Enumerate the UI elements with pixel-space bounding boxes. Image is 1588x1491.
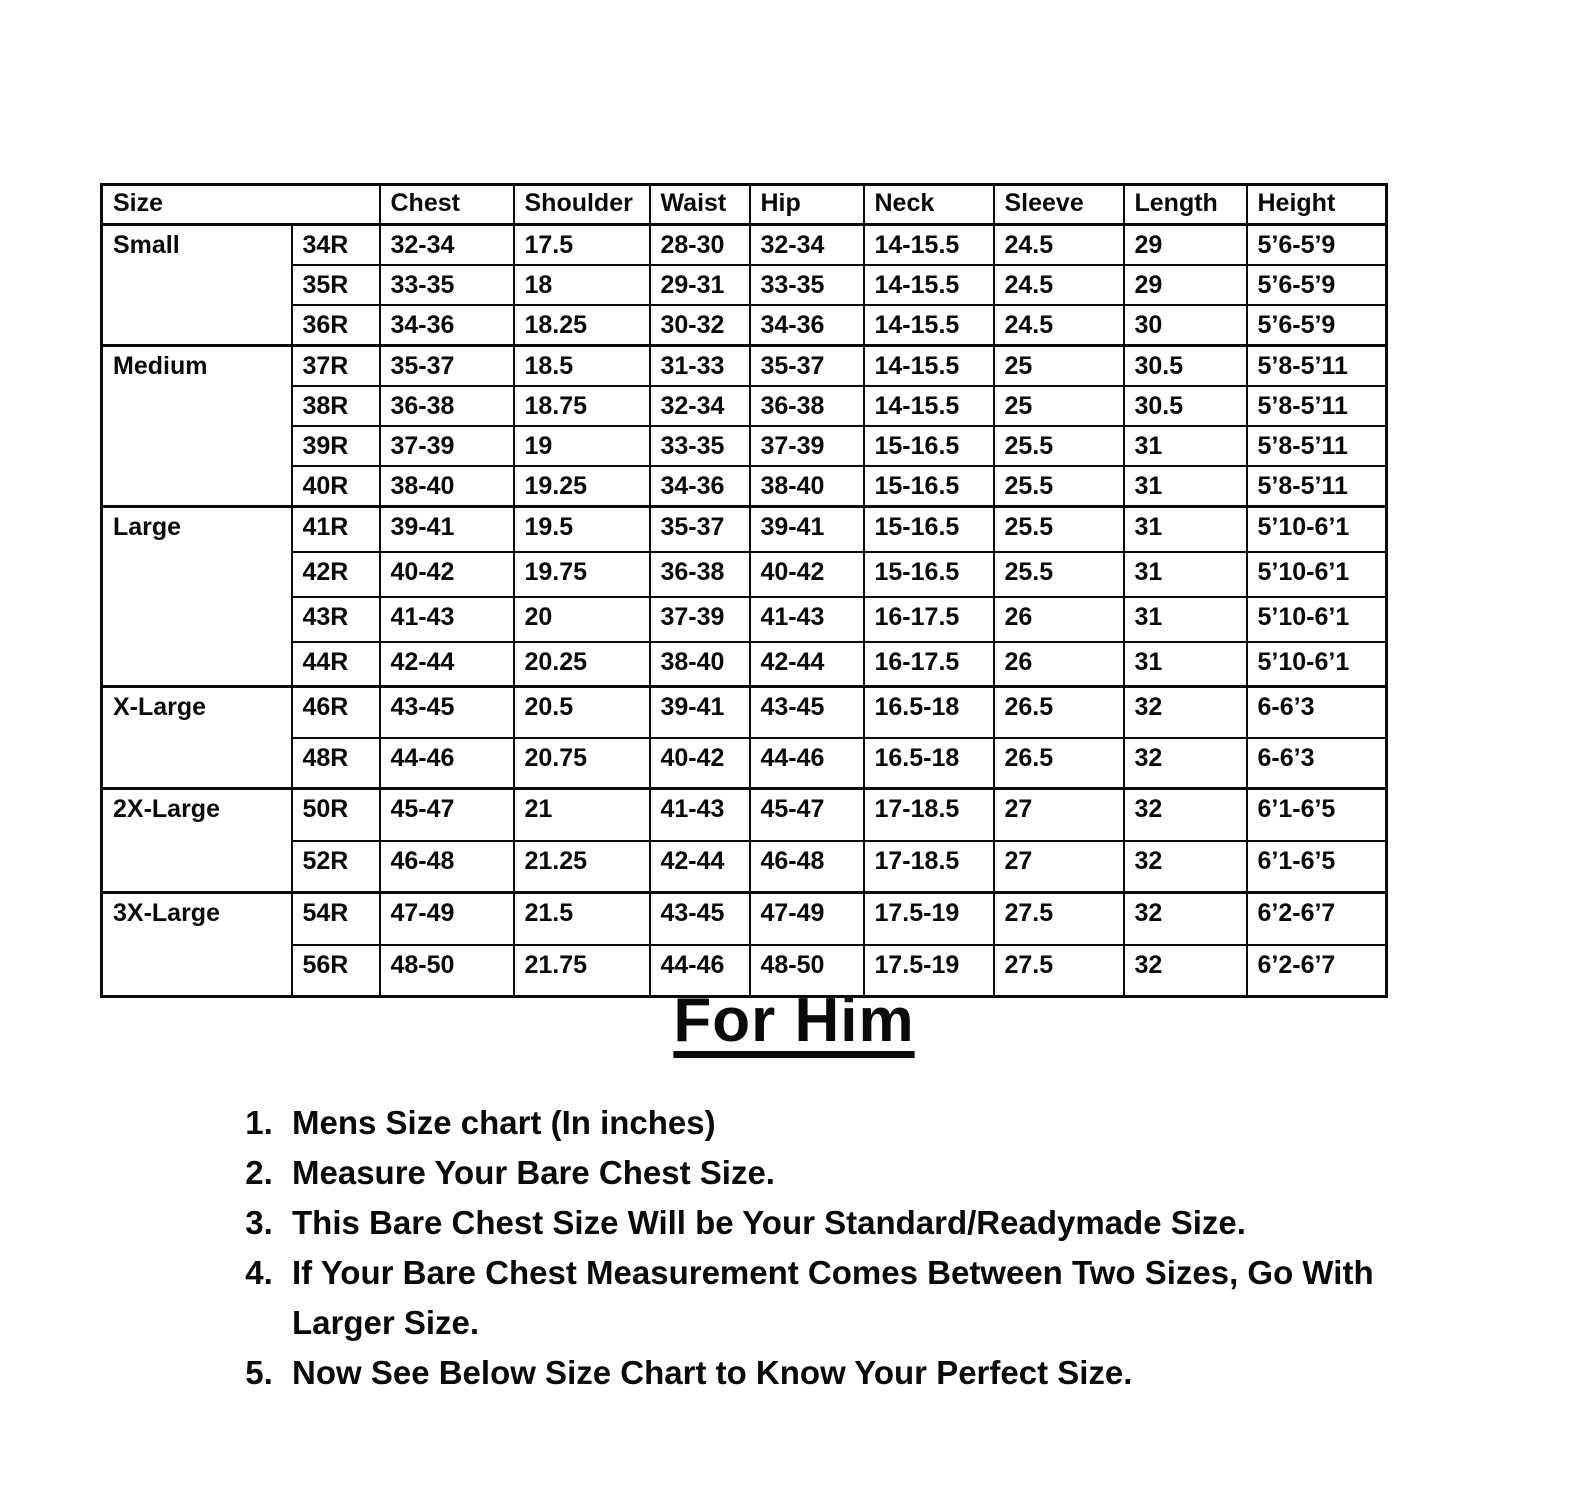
- waist-cell: 39-41: [650, 687, 750, 738]
- waist-cell: 30-32: [650, 305, 750, 346]
- hip-cell: 41-43: [750, 597, 864, 642]
- size-code-cell: 48R: [292, 738, 380, 789]
- table-row: [102, 893, 1387, 945]
- height-cell: 5’10-6’1: [1247, 552, 1387, 597]
- waist-cell: 31-33: [650, 346, 750, 387]
- shoulder-cell: 18: [514, 265, 650, 305]
- chest-cell: 46-48: [380, 841, 514, 893]
- table-row: [102, 507, 1387, 552]
- height-cell: 6’2-6’7: [1247, 945, 1387, 997]
- table-row: [102, 841, 1387, 893]
- height-cell: 5’10-6’1: [1247, 507, 1387, 552]
- column-header-chest: Chest: [380, 185, 514, 225]
- shoulder-cell: 19.25: [514, 466, 650, 507]
- sleeve-cell: 25.5: [994, 426, 1124, 466]
- size-code-cell: 52R: [292, 841, 380, 893]
- shoulder-cell: 20.25: [514, 642, 650, 687]
- column-header-shoulder: Shoulder: [514, 185, 650, 225]
- sleeve-cell: 25.5: [994, 466, 1124, 507]
- column-header-hip: Hip: [750, 185, 864, 225]
- height-cell: 5’6-5’9: [1247, 305, 1387, 346]
- instruction-item: 1. Mens Size chart (In inches): [282, 1098, 1382, 1148]
- size-code-cell: 44R: [292, 642, 380, 687]
- height-cell: 5’8-5’11: [1247, 466, 1387, 507]
- chest-cell: 33-35: [380, 265, 514, 305]
- waist-cell: 28-30: [650, 225, 750, 266]
- chest-cell: 36-38: [380, 386, 514, 426]
- table-row: [102, 687, 1387, 738]
- hip-cell: 32-34: [750, 225, 864, 266]
- instructions-list: [232, 1098, 1382, 1398]
- chest-cell: 41-43: [380, 597, 514, 642]
- sleeve-cell: 27: [994, 789, 1124, 841]
- shoulder-cell: 18.75: [514, 386, 650, 426]
- table-row: [102, 466, 1387, 507]
- size-group-label: X-Large: [102, 687, 292, 789]
- chest-cell: 48-50: [380, 945, 514, 997]
- length-cell: 32: [1124, 945, 1247, 997]
- height-cell: 5’6-5’9: [1247, 225, 1387, 266]
- neck-cell: 14-15.5: [864, 265, 994, 305]
- size-code-cell: 46R: [292, 687, 380, 738]
- length-cell: 32: [1124, 687, 1247, 738]
- chest-cell: 45-47: [380, 789, 514, 841]
- shoulder-cell: 21.25: [514, 841, 650, 893]
- shoulder-cell: 21: [514, 789, 650, 841]
- table-row: [102, 346, 1387, 387]
- size-code-cell: 35R: [292, 265, 380, 305]
- chest-cell: 38-40: [380, 466, 514, 507]
- size-code-cell: 50R: [292, 789, 380, 841]
- chest-cell: 35-37: [380, 346, 514, 387]
- instruction-item: 3. This Bare Chest Size Will be Your Standard/Readymade Size.: [282, 1198, 1382, 1248]
- neck-cell: 16-17.5: [864, 642, 994, 687]
- hip-cell: 48-50: [750, 945, 864, 997]
- length-cell: 31: [1124, 426, 1247, 466]
- waist-cell: 42-44: [650, 841, 750, 893]
- length-cell: 29: [1124, 225, 1247, 266]
- size-code-cell: 43R: [292, 597, 380, 642]
- instruction-item: 2. Measure Your Bare Chest Size.: [282, 1148, 1382, 1198]
- shoulder-cell: 17.5: [514, 225, 650, 266]
- size-group-label: 2X-Large: [102, 789, 292, 893]
- size-code-cell: 42R: [292, 552, 380, 597]
- neck-cell: 16-17.5: [864, 597, 994, 642]
- sleeve-cell: 24.5: [994, 225, 1124, 266]
- chest-cell: 47-49: [380, 893, 514, 945]
- waist-cell: 32-34: [650, 386, 750, 426]
- height-cell: 6’2-6’7: [1247, 893, 1387, 945]
- size-code-cell: 40R: [292, 466, 380, 507]
- size-code-cell: 38R: [292, 386, 380, 426]
- neck-cell: 15-16.5: [864, 552, 994, 597]
- chest-cell: 44-46: [380, 738, 514, 789]
- table-row: [102, 426, 1387, 466]
- sleeve-cell: 26.5: [994, 687, 1124, 738]
- waist-cell: 35-37: [650, 507, 750, 552]
- height-cell: 5’8-5’11: [1247, 386, 1387, 426]
- height-cell: 5’10-6’1: [1247, 597, 1387, 642]
- length-cell: 31: [1124, 466, 1247, 507]
- column-header-waist: Waist: [650, 185, 750, 225]
- waist-cell: 33-35: [650, 426, 750, 466]
- sleeve-cell: 24.5: [994, 305, 1124, 346]
- waist-cell: 41-43: [650, 789, 750, 841]
- sleeve-cell: 27.5: [994, 893, 1124, 945]
- waist-cell: 37-39: [650, 597, 750, 642]
- chest-cell: 43-45: [380, 687, 514, 738]
- hip-cell: 46-48: [750, 841, 864, 893]
- sleeve-cell: 27: [994, 841, 1124, 893]
- sleeve-cell: 25.5: [994, 507, 1124, 552]
- length-cell: 31: [1124, 507, 1247, 552]
- shoulder-cell: 19.5: [514, 507, 650, 552]
- hip-cell: 44-46: [750, 738, 864, 789]
- shoulder-cell: 20.5: [514, 687, 650, 738]
- neck-cell: 14-15.5: [864, 305, 994, 346]
- hip-cell: 40-42: [750, 552, 864, 597]
- size-code-cell: 37R: [292, 346, 380, 387]
- size-code-cell: 39R: [292, 426, 380, 466]
- page-title: For Him: [673, 986, 915, 1055]
- size-code-cell: 34R: [292, 225, 380, 266]
- size-group-label: Small: [102, 225, 292, 346]
- length-cell: 32: [1124, 841, 1247, 893]
- table-row: [102, 789, 1387, 841]
- shoulder-cell: 20: [514, 597, 650, 642]
- sleeve-cell: 25.5: [994, 552, 1124, 597]
- chest-cell: 42-44: [380, 642, 514, 687]
- column-header-length: Length: [1124, 185, 1247, 225]
- neck-cell: 17-18.5: [864, 789, 994, 841]
- length-cell: 31: [1124, 642, 1247, 687]
- hip-cell: 39-41: [750, 507, 864, 552]
- waist-cell: 43-45: [650, 893, 750, 945]
- length-cell: 30: [1124, 305, 1247, 346]
- length-cell: 32: [1124, 738, 1247, 789]
- length-cell: 29: [1124, 265, 1247, 305]
- neck-cell: 14-15.5: [864, 386, 994, 426]
- hip-cell: 43-45: [750, 687, 864, 738]
- sleeve-cell: 25: [994, 386, 1124, 426]
- instruction-item: 4. If Your Bare Chest Measurement Comes Between Two Sizes, Go With Larger Size.: [282, 1248, 1382, 1348]
- sleeve-cell: 26: [994, 597, 1124, 642]
- size-code-cell: 56R: [292, 945, 380, 997]
- height-cell: 5’8-5’11: [1247, 346, 1387, 387]
- table-row: [102, 225, 1387, 266]
- table-row: [102, 386, 1387, 426]
- length-cell: 30.5: [1124, 386, 1247, 426]
- chest-cell: 32-34: [380, 225, 514, 266]
- hip-cell: 36-38: [750, 386, 864, 426]
- size-code-cell: 54R: [292, 893, 380, 945]
- chest-cell: 37-39: [380, 426, 514, 466]
- sleeve-cell: 26: [994, 642, 1124, 687]
- sleeve-cell: 26.5: [994, 738, 1124, 789]
- length-cell: 31: [1124, 552, 1247, 597]
- header-row: [102, 185, 1387, 225]
- shoulder-cell: 18.25: [514, 305, 650, 346]
- waist-cell: 36-38: [650, 552, 750, 597]
- hip-cell: 35-37: [750, 346, 864, 387]
- table-row: [102, 305, 1387, 346]
- shoulder-cell: 21.75: [514, 945, 650, 997]
- shoulder-cell: 21.5: [514, 893, 650, 945]
- neck-cell: 14-15.5: [864, 346, 994, 387]
- hip-cell: 33-35: [750, 265, 864, 305]
- neck-cell: 16.5-18: [864, 738, 994, 789]
- hip-cell: 47-49: [750, 893, 864, 945]
- sleeve-cell: 27.5: [994, 945, 1124, 997]
- size-chart-table: [100, 183, 1388, 998]
- chest-cell: 40-42: [380, 552, 514, 597]
- height-cell: 5’6-5’9: [1247, 265, 1387, 305]
- length-cell: 31: [1124, 597, 1247, 642]
- neck-cell: 17-18.5: [864, 841, 994, 893]
- neck-cell: 17.5-19: [864, 945, 994, 997]
- height-cell: 6’1-6’5: [1247, 841, 1387, 893]
- length-cell: 32: [1124, 789, 1247, 841]
- size-code-cell: 36R: [292, 305, 380, 346]
- waist-cell: 29-31: [650, 265, 750, 305]
- instruction-item: 5. Now See Below Size Chart to Know Your Perfect Size.: [282, 1348, 1382, 1398]
- waist-cell: 44-46: [650, 945, 750, 997]
- shoulder-cell: 18.5: [514, 346, 650, 387]
- table-row: [102, 642, 1387, 687]
- length-cell: 32: [1124, 893, 1247, 945]
- sleeve-cell: 25: [994, 346, 1124, 387]
- table-row: [102, 738, 1387, 789]
- hip-cell: 34-36: [750, 305, 864, 346]
- waist-cell: 40-42: [650, 738, 750, 789]
- table-row: [102, 265, 1387, 305]
- chest-cell: 39-41: [380, 507, 514, 552]
- column-header-sleeve: Sleeve: [994, 185, 1124, 225]
- shoulder-cell: 19: [514, 426, 650, 466]
- height-cell: 6-6’3: [1247, 738, 1387, 789]
- neck-cell: 14-15.5: [864, 225, 994, 266]
- sleeve-cell: 24.5: [994, 265, 1124, 305]
- chest-cell: 34-36: [380, 305, 514, 346]
- table-row: [102, 552, 1387, 597]
- waist-cell: 38-40: [650, 642, 750, 687]
- height-cell: 5’10-6’1: [1247, 642, 1387, 687]
- column-header-height: Height: [1247, 185, 1387, 225]
- size-group-label: 3X-Large: [102, 893, 292, 997]
- hip-cell: 37-39: [750, 426, 864, 466]
- length-cell: 30.5: [1124, 346, 1247, 387]
- neck-cell: 17.5-19: [864, 893, 994, 945]
- height-cell: 5’8-5’11: [1247, 426, 1387, 466]
- size-group-label: Large: [102, 507, 292, 687]
- shoulder-cell: 20.75: [514, 738, 650, 789]
- waist-cell: 34-36: [650, 466, 750, 507]
- hip-cell: 38-40: [750, 466, 864, 507]
- shoulder-cell: 19.75: [514, 552, 650, 597]
- column-header-neck: Neck: [864, 185, 994, 225]
- height-cell: 6-6’3: [1247, 687, 1387, 738]
- size-code-cell: 41R: [292, 507, 380, 552]
- height-cell: 6’1-6’5: [1247, 789, 1387, 841]
- neck-cell: 15-16.5: [864, 466, 994, 507]
- hip-cell: 45-47: [750, 789, 864, 841]
- size-group-label: Medium: [102, 346, 292, 507]
- neck-cell: 15-16.5: [864, 426, 994, 466]
- hip-cell: 42-44: [750, 642, 864, 687]
- column-header-size: Size: [102, 185, 380, 225]
- neck-cell: 16.5-18: [864, 687, 994, 738]
- table-row: [102, 597, 1387, 642]
- neck-cell: 15-16.5: [864, 507, 994, 552]
